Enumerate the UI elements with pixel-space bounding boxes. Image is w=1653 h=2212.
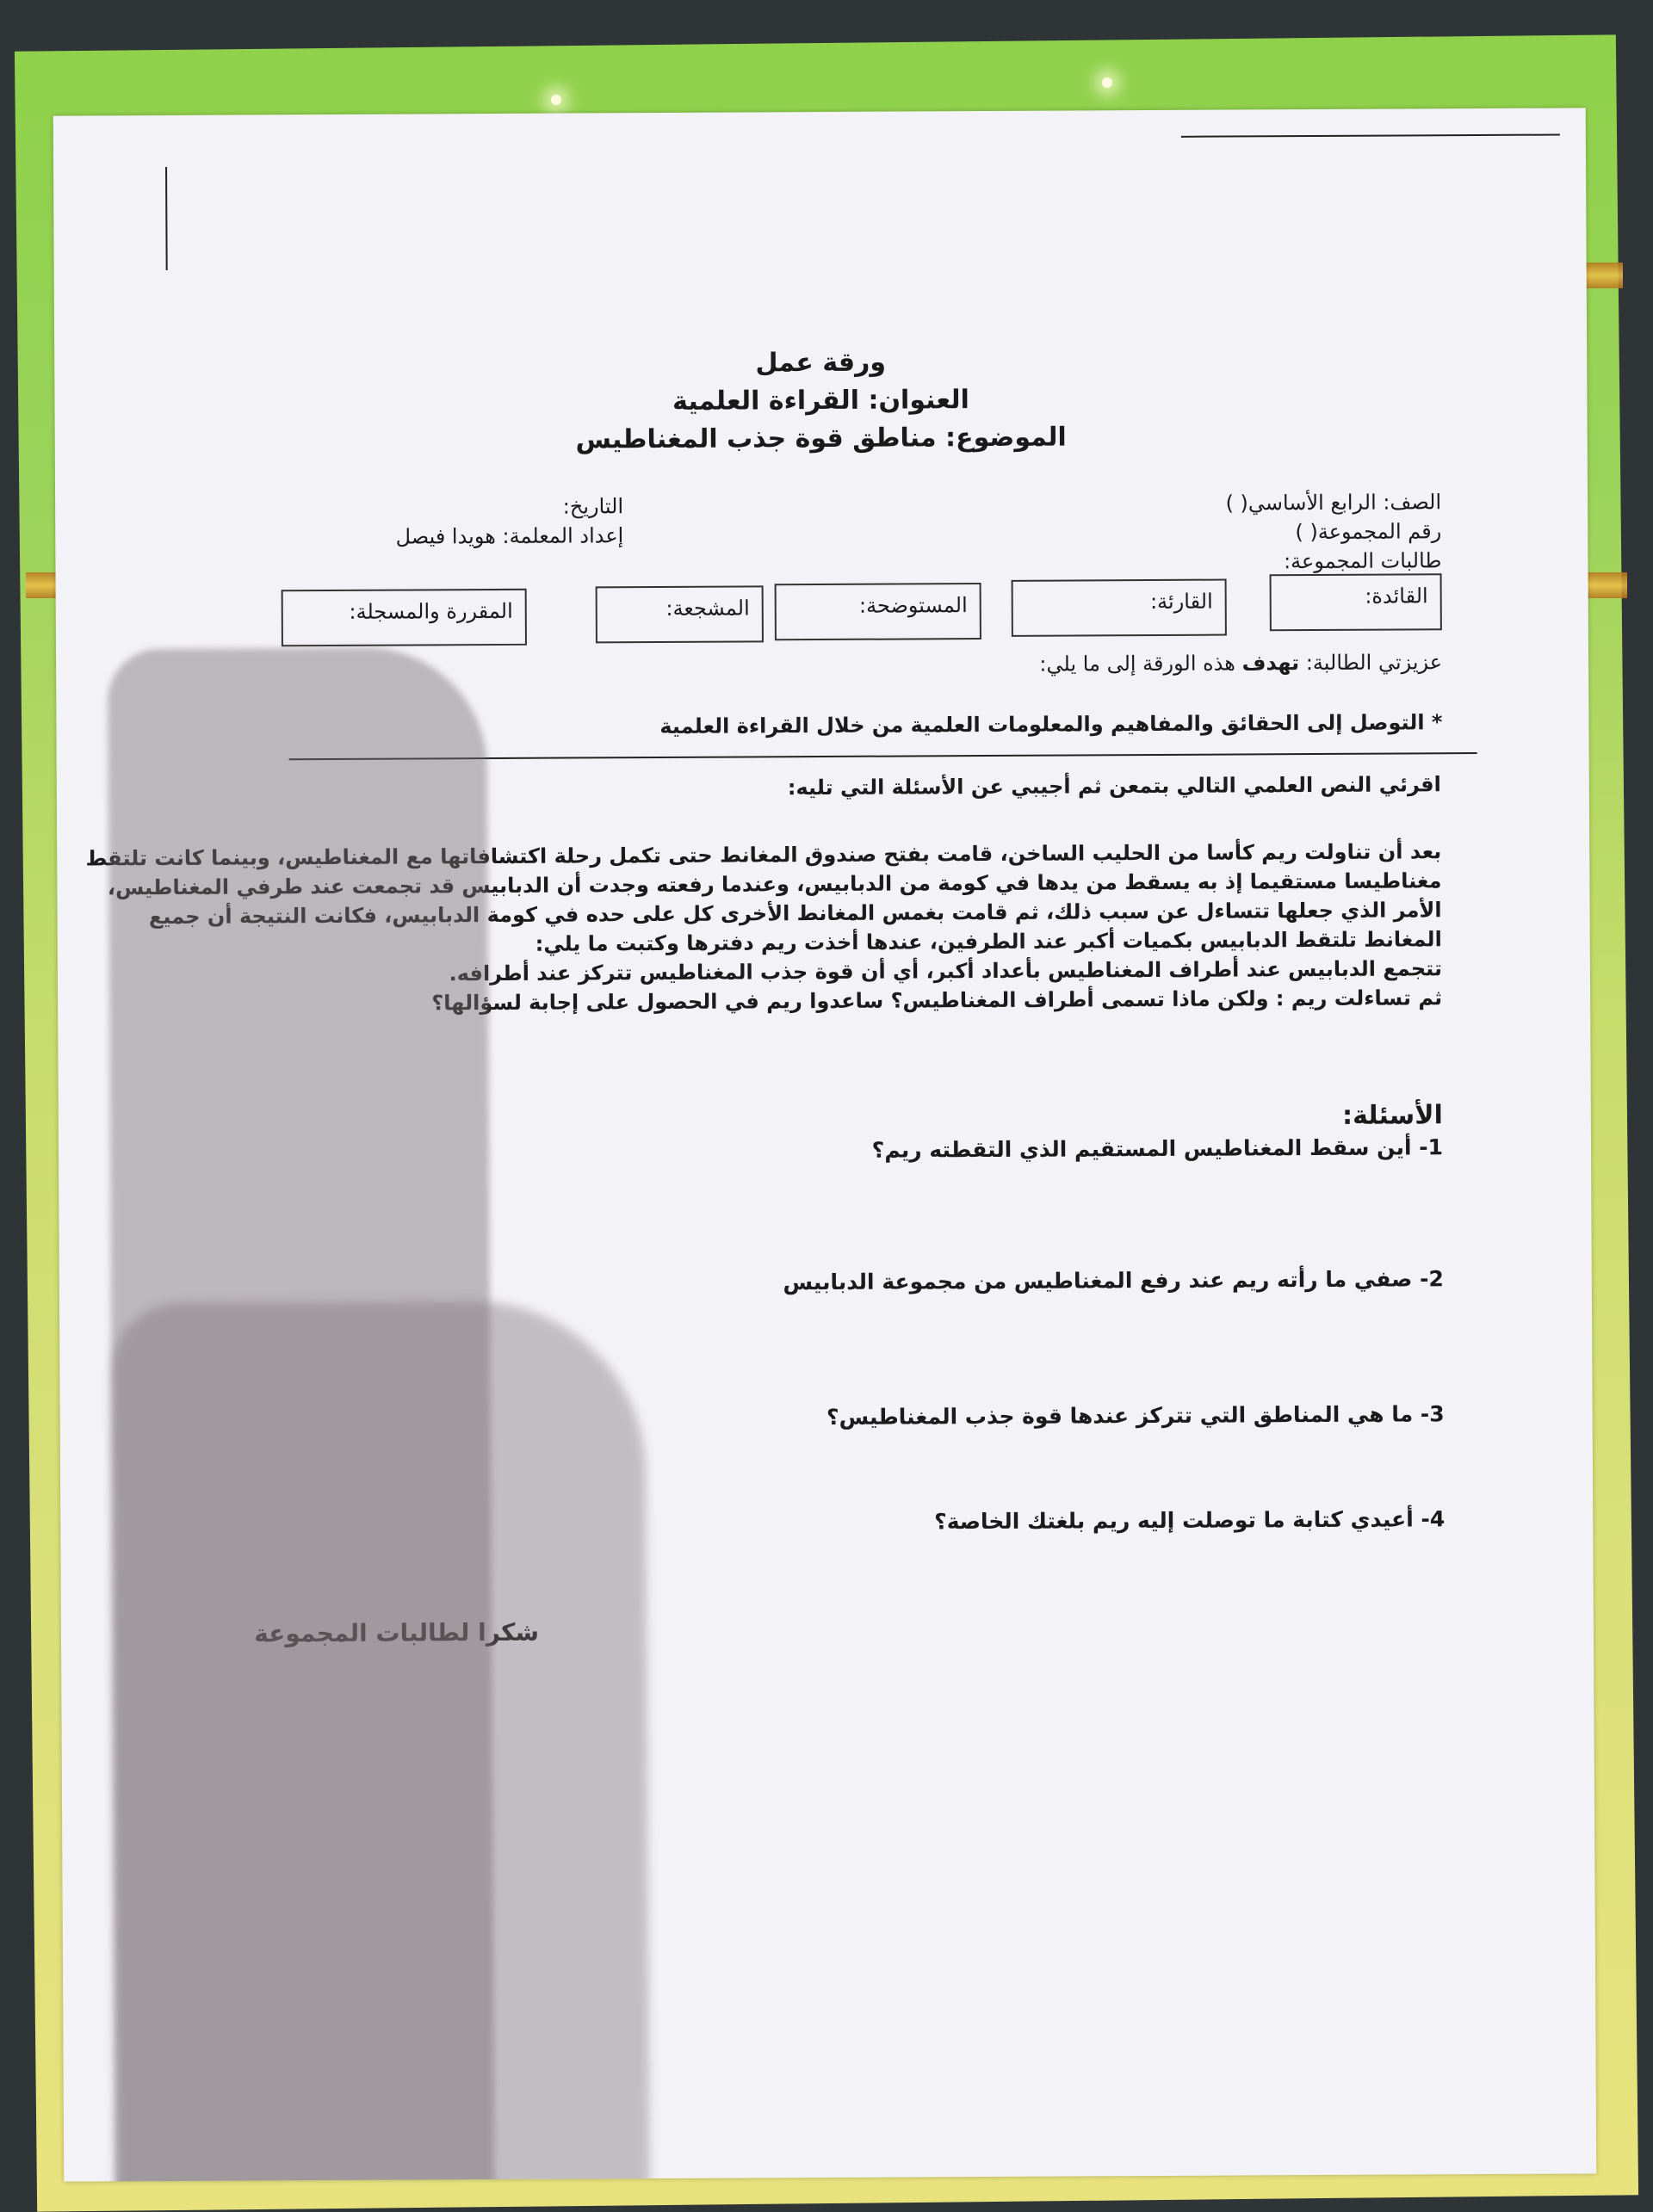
objective-intro-bold: تهدف bbox=[1241, 651, 1300, 676]
left-line bbox=[165, 167, 168, 270]
question-1: 1- أين سقط المغناطيس المستقيم الذي التقطته ريم؟ bbox=[871, 1134, 1444, 1163]
top-line bbox=[1181, 134, 1560, 138]
date-field: التاريخ: bbox=[562, 494, 624, 519]
passage-line: تتجمع الدبابيس عند أطراف المغناطيس بأعداد أكبر، أي أن قوة جذب المغناطيس تتركز عند أطرافه. bbox=[449, 956, 1443, 986]
question-4: 4- أعيدي كتابة ما توصلت إليه ريم بلغتك الخاصة؟ bbox=[934, 1506, 1446, 1535]
passage-line: الأمر الذي جعلها تتساءل عن سبب ذلك، ثم قامت بغمس المغانط الأخرى كل على حده في كومة الدبابيس، فكانت النتيجة أن جميع bbox=[148, 898, 1442, 930]
role-box-leader: القائدة: bbox=[1270, 573, 1442, 631]
thanks-note: شكرا لطالبات المجموعة bbox=[254, 1617, 540, 1648]
sparkle-decoration bbox=[1102, 77, 1112, 88]
objective-point: * التوصل إلى الحقائق والمفاهيم والمعلومات العلمية من خلال القراءة العلمية bbox=[659, 710, 1443, 738]
group-students-label: طالبات المجموعة: bbox=[1283, 548, 1442, 574]
worksheet-paper bbox=[53, 108, 1597, 2181]
hand-shadow-lower bbox=[111, 1301, 650, 2182]
passage-line: بعد أن تناولت ريم كأسا من الحليب الساخن، قامت بفتح صندوق المغانط حتى تكمل رحلة اكتشافاتها مع المغناطيس، وبينما كانت تلتقط bbox=[85, 839, 1442, 871]
objective-intro-prefix: عزيزتي الطالبة: bbox=[1299, 650, 1443, 676]
worksheet-topic: الموضوع: مناطق قوة جذب المغناطيس bbox=[575, 422, 1067, 455]
role-box-encourager: المشجعة: bbox=[596, 585, 764, 643]
objective-intro bbox=[1039, 647, 1442, 678]
grade-field: الصف: الرابع الأساسي( ) bbox=[1225, 490, 1442, 516]
question-3: 3- ما هي المناطق التي تتركز عندها قوة جذب المغناطيس؟ bbox=[826, 1401, 1445, 1430]
role-box-clarifier: المستوضحة: bbox=[775, 583, 981, 640]
reading-instruction: اقرئي النص العلمي التالي بتمعن ثم أجيبي عن الأسئلة التي تليه: bbox=[787, 772, 1441, 800]
worksheet-title: العنوان: القراءة العلمية bbox=[672, 385, 969, 417]
worksheet-header bbox=[54, 340, 1588, 461]
role-box-recorder: المقررة والمسجلة: bbox=[282, 589, 527, 646]
questions-title: الأسئلة: bbox=[1341, 1100, 1443, 1131]
role-box-reader: القارئة: bbox=[1012, 579, 1227, 637]
worksheet-label: ورقة عمل bbox=[755, 347, 887, 379]
teacher-field: إعداد المعلمة: هويدا فيصل bbox=[395, 523, 624, 549]
sparkle-decoration bbox=[551, 95, 561, 105]
passage-line: ثم تساءلت ريم : ولكن ماذا تسمى أطراف المغناطيس؟ ساعدوا ريم في الحصول على إجابة لسؤالها؟ bbox=[431, 986, 1443, 1016]
question-2: 2- صفي ما رأته ريم عند رفع المغناطيس من مجموعة الدبابيس bbox=[783, 1266, 1444, 1295]
objective-intro-suffix: هذه الورقة إلى ما يلي: bbox=[1039, 651, 1242, 677]
passage-line: مغناطيسا مستقيما إذ به يسقط من يدها في كومة من الدبابيس، وعندما رفعته وجدت أن الدبابيس قد تجمعت عند طرفي المغناطيس، bbox=[107, 868, 1442, 900]
group-number-field: رقم المجموعة( ) bbox=[1295, 519, 1442, 545]
passage-line: المغانط تلتقط الدبابيس بكميات أكبر عند الطرفين، عندها أخذت ريم دفترها وكتبت ما يلي: bbox=[535, 927, 1442, 956]
